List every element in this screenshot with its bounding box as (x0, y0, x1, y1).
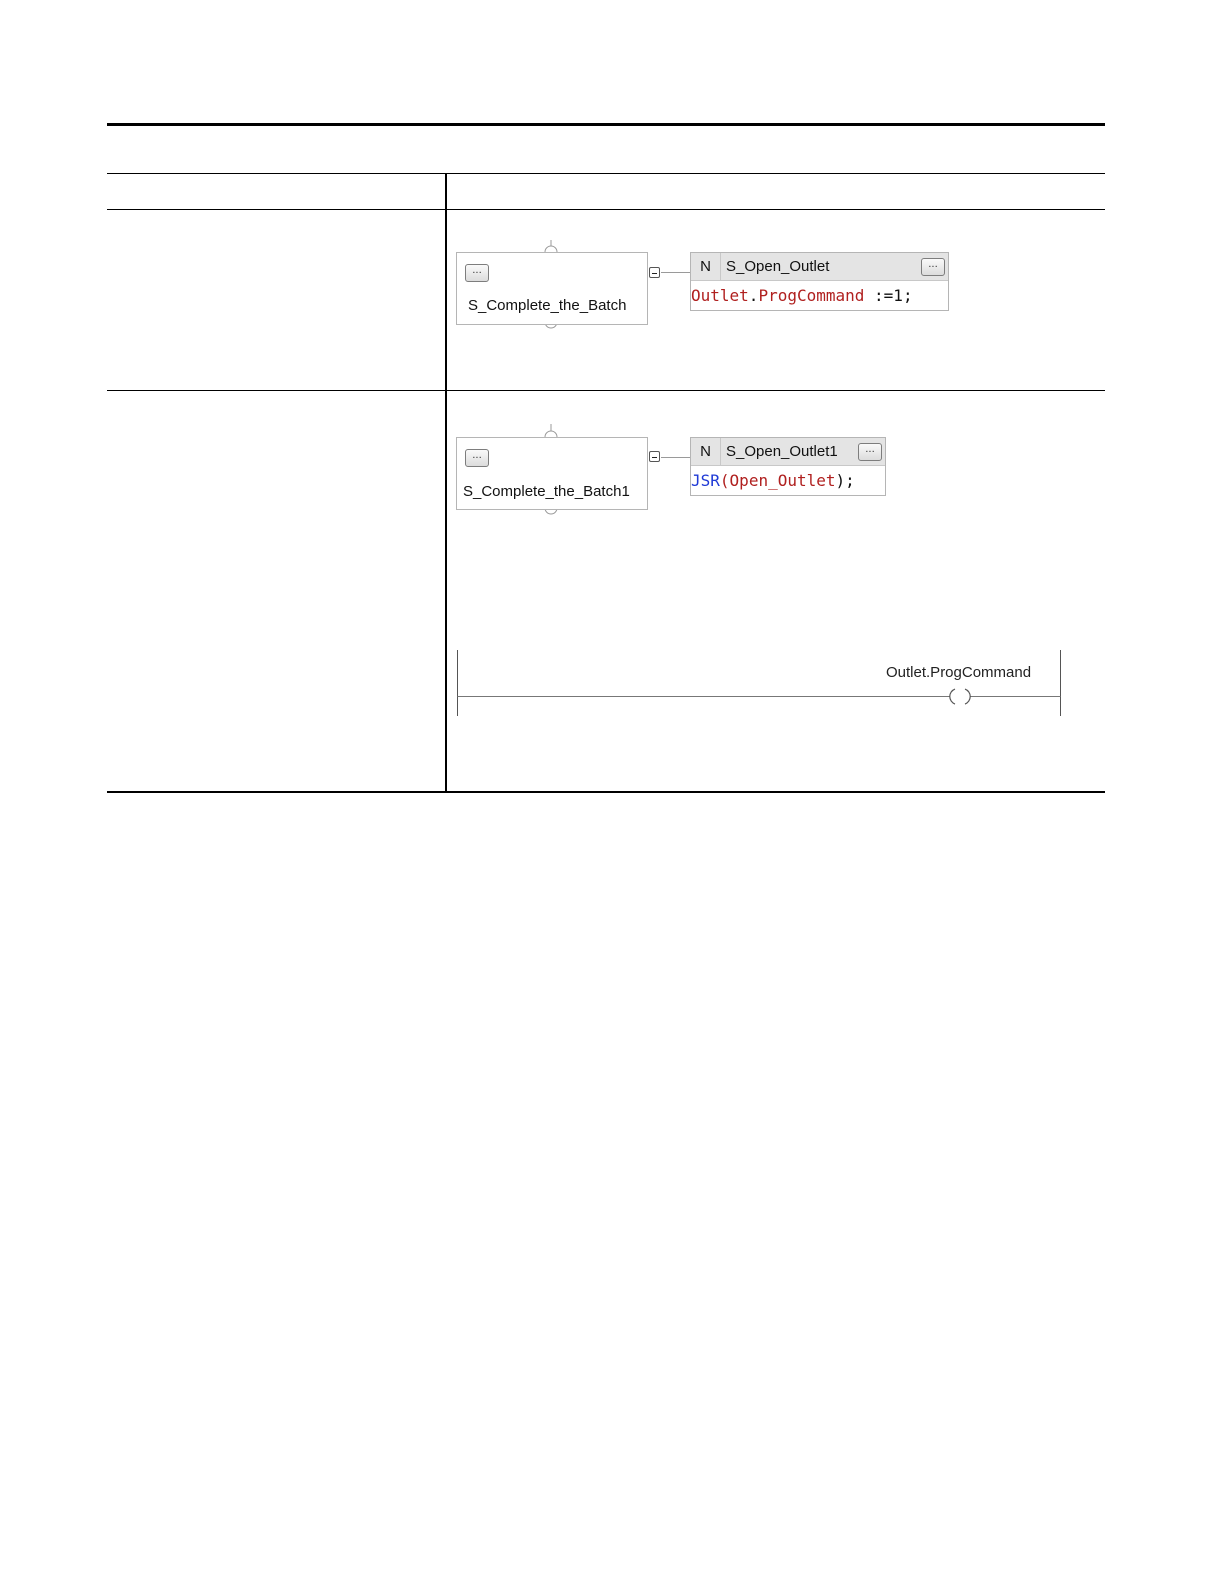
header-rule (107, 123, 1105, 126)
coil-left-icon (950, 689, 955, 704)
table-column-divider (445, 174, 447, 792)
sfc-step-box[interactable] (456, 437, 648, 510)
code-close: ); (835, 471, 855, 490)
table-row-divider (107, 390, 1105, 391)
table-top-rule (107, 173, 1105, 174)
step-name: S_Complete_the_Batch1 (463, 483, 630, 500)
action-code (691, 286, 913, 305)
step-name: S_Complete_the_Batch (468, 297, 627, 314)
action-header (691, 438, 885, 466)
table-header-rule (107, 209, 1105, 210)
code-assignment: :=1; (864, 286, 913, 305)
action-ellipsis-button[interactable]: ... (858, 443, 882, 461)
coil-tag-label: Outlet.ProgCommand (886, 664, 1032, 681)
sfc-step-box[interactable] (456, 252, 648, 325)
action-code (691, 471, 855, 490)
collapse-minus-icon[interactable] (649, 451, 660, 462)
action-header (691, 253, 948, 281)
action-ellipsis-button[interactable]: ... (921, 258, 945, 276)
code-tag: Outlet (691, 286, 749, 305)
action-box[interactable] (690, 437, 886, 496)
step-ellipsis-button[interactable]: ... (465, 264, 489, 282)
code-keyword: JSR (691, 471, 720, 490)
action-box[interactable] (690, 252, 949, 311)
table-bottom-rule (107, 791, 1105, 793)
code-member: ProgCommand (758, 286, 865, 305)
code-dot: . (748, 286, 759, 305)
step-action-link (661, 457, 691, 458)
ladder-rung-graphic (455, 648, 1067, 720)
action-qualifier: N (691, 253, 721, 280)
action-name: S_Open_Outlet1 (726, 443, 838, 460)
action-qualifier: N (691, 438, 721, 465)
collapse-minus-icon[interactable] (649, 267, 660, 278)
coil-right-icon (965, 689, 970, 704)
action-name: S_Open_Outlet (726, 258, 830, 275)
step-ellipsis-button[interactable]: ... (465, 449, 489, 467)
code-argument: Open_Outlet (729, 471, 836, 490)
code-open-paren: ( (719, 471, 730, 490)
step-action-link (661, 272, 691, 273)
